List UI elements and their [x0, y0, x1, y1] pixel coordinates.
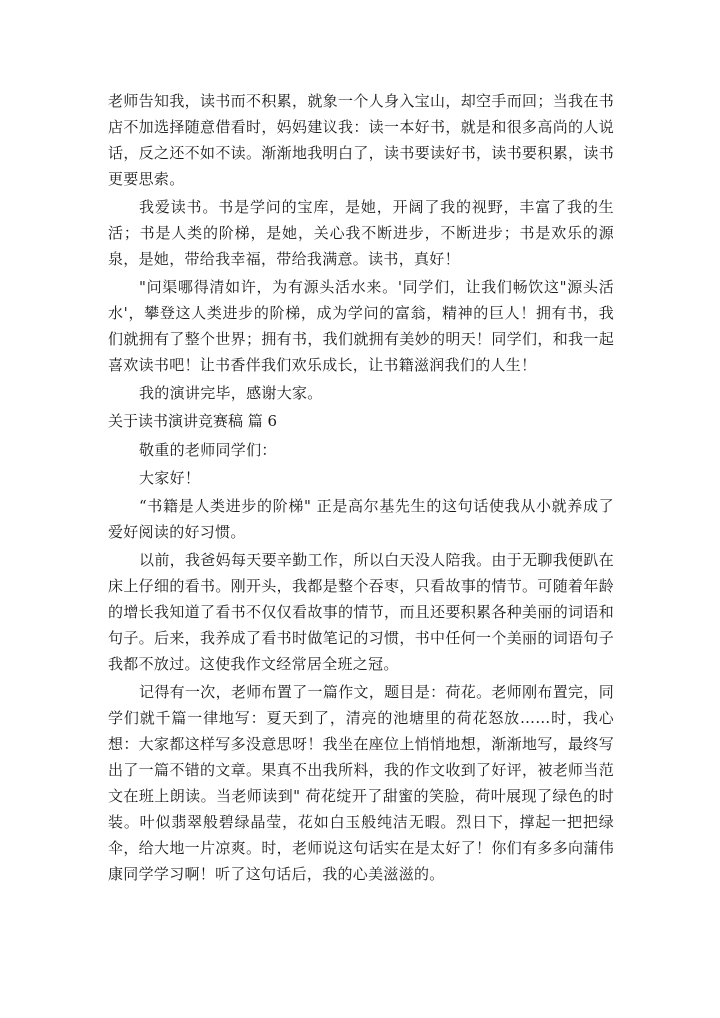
paragraph: "问渠哪得清如许，为有源头活水来。'同学们，让我们畅饮这"源头活水'，攀登这人类进步的阶梯，成为学问的富翁，精神的巨人！拥有书，我们就拥有了整个世界；拥有书，我们就拥有美妙的明天！同学们，和我一起喜欢读书吧！让书香伴我们欢乐成长，让书籍滋润我们的人生！: [108, 278, 614, 374]
paragraph: 以前，我爸妈每天要辛勤工作，所以白天没人陪我。由于无聊我便趴在床上仔细的看书。刚开头，我都是整个吞枣，只看故事的情节。可随着年龄的增长我知道了看书不仅仅看故事的情节，而且还要积累各种美丽的词语和句子。后来，我养成了看书时做笔记的习惯，书中任何一个美丽的词语句子我都不放过。这使我作文经常居全班之冠。: [108, 551, 614, 673]
paragraph: 我的演讲完毕，感谢大家。: [139, 384, 323, 402]
salutation: 敬重的老师同学们：: [139, 441, 277, 459]
paragraph: 记得有一次，老师布置了一篇作文，题目是：荷花。老师刚布置完，同学们就千篇一律地写：夏天到了，清亮的池塘里的荷花怒放……时，我心想：大家都这样写多没意思呀！我坐在座位上悄悄地想，渐渐地写，最终写出了一篇不错的文章。果真不出我所料，我的作文收到了好评，被老师当范文在班上朗读。当老师读到" 荷花绽开了甜蜜的笑脸，荷叶展现了绿色的时装。叶似翡翠般碧绿晶莹，花如白玉般纯洁无暇。烈日下，撑起一把把绿伞，给大地一片凉爽。时，老师说这句话实在是太好了！你们有多多向蒲伟康同学学习啊！听了这句话后，我的心美滋滋的。: [108, 683, 614, 883]
greeting: 大家好！: [139, 469, 201, 487]
section-heading: 关于读书演讲竞赛稿 篇 6: [108, 412, 278, 430]
paragraph: “书籍是人类进步的阶梯" 正是高尔基先生的这句话使我从小就养成了爱好阅读的好习惯。: [108, 497, 614, 541]
paragraph: 我爱读书。书是学问的宝库，是她，开阔了我的视野，丰富了我的生活；书是人类的阶梯，是她，关心我不断进步，不断进步；书是欢乐的源泉，是她，带给我幸福，带给我满意。读书，真好！: [108, 198, 614, 268]
document-body: [108, 88, 614, 889]
paragraph: 老师告知我，读书而不积累，就象一个人身入宝山，却空手而回；当我在书店不加选择随意借看时，妈妈建议我：读一本好书，就是和很多高尚的人说话，反之还不如不读。渐渐地我明白了，读书要读好书，读书要积累，读书更要思索。: [108, 92, 614, 188]
